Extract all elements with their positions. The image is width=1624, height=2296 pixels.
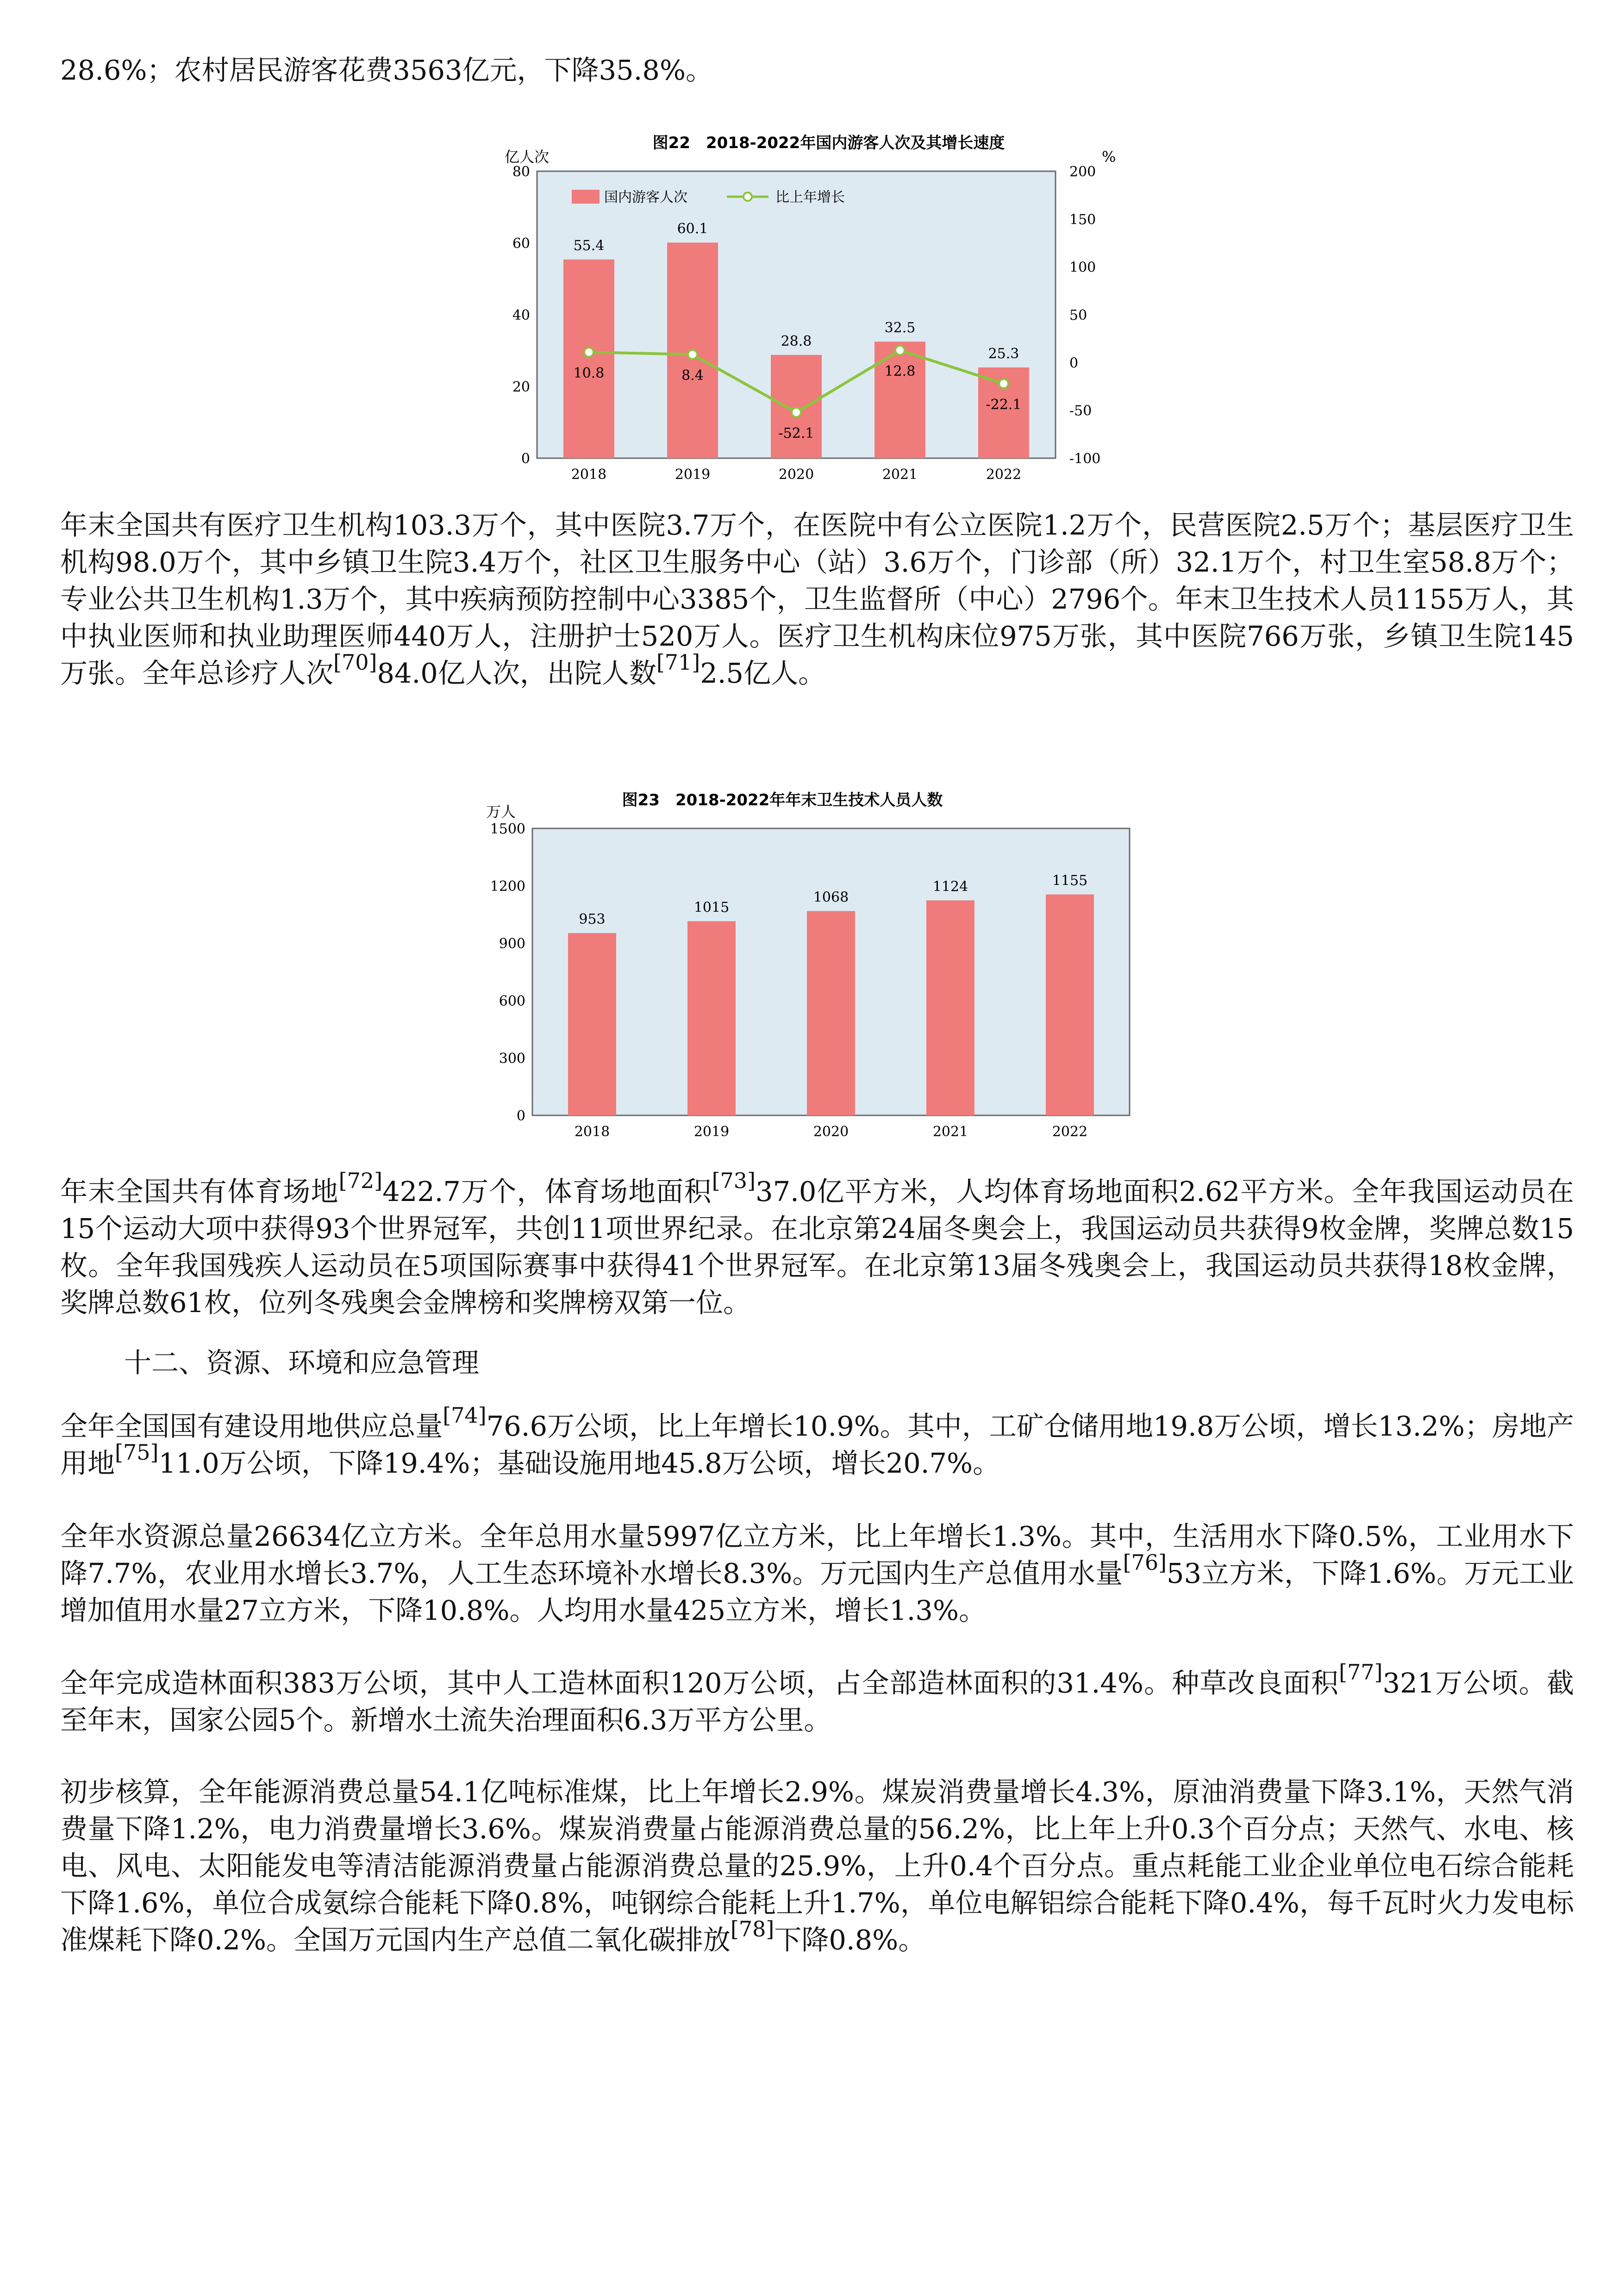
- footnote-ref: [75]: [115, 1440, 159, 1465]
- paragraph-energy: [60, 1773, 1574, 1959]
- chart-23-ylabel: 万人: [486, 803, 516, 821]
- paragraph-sports: [60, 1168, 1574, 1321]
- line-value-label: -22.1: [986, 397, 1022, 413]
- text: 53立方米，下降1.6%。万元工业增加值用水量27立方米，下降10.8%。人均用水量425立方米，增长1.3%。: [60, 1557, 1574, 1626]
- line-value-label: 12.8: [884, 363, 916, 380]
- section-heading: 十二、资源、环境和应急管理: [124, 1347, 480, 1379]
- y2-tick-label: 150: [1069, 212, 1096, 228]
- bar: [926, 900, 974, 1115]
- chart-figure-22: [500, 125, 1157, 495]
- chart-figure-23: [477, 782, 1143, 1152]
- bar: [1046, 895, 1094, 1115]
- legend-bar-swatch: [572, 190, 600, 204]
- x-tick-label: 2020: [813, 1124, 849, 1140]
- bar-value-label: 1124: [932, 878, 968, 895]
- bar: [771, 355, 822, 458]
- chart-22-title: 图22 2018-2022年国内游客人次及其增长速度: [652, 134, 1005, 152]
- y2-tick-label: -100: [1069, 451, 1101, 467]
- footnote-ref: [78]: [730, 1916, 775, 1941]
- paragraph-land-supply: [60, 1403, 1574, 1482]
- y-tick-label: 900: [499, 936, 525, 952]
- x-tick-label: 2018: [574, 1124, 610, 1140]
- bar-value-label: 32.5: [884, 320, 916, 336]
- y-tick-label: 0: [521, 451, 530, 467]
- paragraph-forestry: [60, 1660, 1574, 1739]
- y-tick-label: 60: [512, 236, 530, 252]
- chart-22-svg: [500, 125, 1157, 495]
- line-point: [999, 379, 1008, 388]
- bar: [568, 933, 616, 1115]
- x-tick-label: 2018: [571, 467, 607, 483]
- text: 初步核算，全年能源消费总量54.1亿吨标准煤，比上年增长2.9%。煤炭消费量增长4.3%，原油消费量下降3.1%，天然气消费量下降1.2%，电力消费量增长3.6%。煤炭消费量占能源消费总量的56.2%，比上年上升0.3个百分点；天然气、水电、核电、风电、太阳能发电等清洁能源消费量占能源消费总量的25.9%，上升0.4个百分点。重点耗能工业企业单位电石综合能耗下降1.6%，单位合成氨综合能耗下降0.8%，吨钢综合能耗上升1.7%，单位电解铝综合能耗下降0.4%，每千瓦时火力发电标准煤耗下降0.2%。全国万元国内生产总值二氧化碳排放: [60, 1776, 1574, 1956]
- x-tick-label: 2020: [778, 467, 814, 483]
- footnote-ref: [77]: [1339, 1660, 1383, 1685]
- paragraph-water: [60, 1518, 1574, 1629]
- footnote-ref: [74]: [443, 1403, 487, 1428]
- footnote-ref: [70]: [333, 650, 377, 675]
- line-value-label: 8.4: [681, 367, 704, 384]
- text: 年末全国共有体育场地: [60, 1176, 339, 1207]
- line-point: [895, 346, 905, 355]
- text: 11.0万公顷，下降19.4%；基础设施用地45.8万公顷，增长20.7%。: [158, 1447, 1000, 1479]
- bar-value-label: 953: [579, 911, 606, 928]
- paragraph-tourism-spending: 28.6%；农村居民游客花费3563亿元，下降35.8%。: [60, 54, 713, 86]
- text: 全年完成造林面积383万公顷，其中人工造林面积120万公顷，占全部造林面积的31.4%。种草改良面积: [60, 1667, 1339, 1699]
- text: 全年全国国有建设用地供应总量: [60, 1410, 443, 1442]
- bar-value-label: 28.8: [781, 333, 812, 349]
- y-tick-label: 600: [499, 993, 525, 1009]
- text: 422.7万个，体育场地面积: [382, 1176, 712, 1207]
- y2-tick-label: 0: [1069, 355, 1079, 372]
- chart-23-title: 图23 2018-2022年年末卫生技术人员人数: [622, 791, 943, 809]
- chart-22-y2label: %: [1102, 148, 1116, 166]
- footnote-ref: [73]: [712, 1168, 756, 1193]
- bar-value-label: 25.3: [988, 345, 1019, 362]
- bar-value-label: 1155: [1052, 872, 1088, 889]
- y2-tick-label: 100: [1069, 259, 1096, 276]
- legend-line-marker: [743, 193, 752, 201]
- text: 321万公顷。截至年末，国家公园5个。新增水土流失治理面积6.3万平方公里。: [60, 1667, 1574, 1736]
- chart-23-svg: [477, 782, 1143, 1152]
- text: 76.6万公顷，比上年增长10.9%。其中，工矿仓储用地19.8万公顷，增长13.2%；房地产用地: [60, 1410, 1574, 1479]
- legend-bar-label: 国内游客人次: [604, 189, 687, 205]
- bar-value-label: 55.4: [573, 237, 605, 254]
- x-tick-label: 2022: [986, 467, 1022, 483]
- footnote-ref: [71]: [656, 650, 700, 675]
- line-point: [792, 408, 801, 417]
- bar: [807, 911, 855, 1115]
- footnote-ref: [72]: [338, 1168, 383, 1193]
- x-tick-label: 2021: [882, 467, 918, 483]
- legend-line-label: 比上年增长: [775, 189, 845, 205]
- line-value-label: 10.8: [573, 365, 605, 382]
- line-value-label: -52.1: [778, 425, 814, 442]
- y2-tick-label: 50: [1069, 307, 1087, 324]
- y2-tick-label: 200: [1069, 164, 1096, 180]
- y-tick-label: 300: [499, 1051, 525, 1067]
- x-tick-label: 2019: [693, 1124, 730, 1140]
- line-point: [584, 348, 593, 357]
- text: 全年水资源总量26634亿立方米。全年总用水量5997亿立方米，比上年增长1.3%。其中，生活用水下降0.5%，工业用水下降7.7%，农业用水增长3.7%，人工生态环境补水增长8.3%。万元国内生产总值用水量: [60, 1520, 1574, 1589]
- footnote-ref: [76]: [1123, 1550, 1167, 1575]
- y-tick-label: 0: [516, 1108, 525, 1124]
- paragraph-medical: [60, 507, 1574, 692]
- text: 年末全国共有医疗卫生机构103.3万个，其中医院3.7万个，在医院中有公立医院1.2万个，民营医院2.5万个；基层医疗卫生机构98.0万个，其中乡镇卫生院3.4万个，社区卫生服务中心（站）3.6万个，门诊部（所）32.1万个，村卫生室58.8万个；专业公共卫生机构1.3万个，其中疾病预防控制中心3385个，卫生监督所（中心）2796个。年末卫生技术人员1155万人，其中执业医师和执业助理医师440万人，注册护士520万人。医疗卫生机构床位975万张，其中医院766万张，乡镇卫生院145万张。全年总诊疗人次: [60, 509, 1574, 689]
- bar: [874, 342, 925, 458]
- y-tick-label: 20: [512, 379, 530, 395]
- y-tick-label: 1500: [490, 821, 525, 837]
- x-tick-label: 2021: [932, 1124, 968, 1140]
- x-tick-label: 2022: [1052, 1124, 1088, 1140]
- bar-value-label: 1068: [813, 889, 849, 906]
- y2-tick-label: -50: [1069, 403, 1092, 419]
- y-tick-label: 40: [512, 307, 530, 324]
- text: 2.5亿人。: [700, 657, 826, 689]
- line-point: [688, 350, 697, 359]
- chart-22-ylabel: 亿人次: [505, 148, 550, 166]
- x-tick-label: 2019: [675, 467, 711, 483]
- text: 84.0亿人次，出院人数: [377, 657, 656, 689]
- y-tick-label: 80: [512, 164, 530, 180]
- bar-value-label: 60.1: [677, 221, 708, 237]
- bar: [687, 921, 736, 1115]
- bar-value-label: 1015: [693, 899, 730, 916]
- text: 下降0.8%。: [774, 1924, 926, 1956]
- text: 37.0亿平方米，人均体育场地面积2.62平方米。全年我国运动员在15个运动大项中获得93个世界冠军，共创11项世界纪录。在北京第24届冬奥会上，我国运动员共获得9枚金牌，奖牌总数15枚。全年我国残疾人运动员在5项国际赛事中获得41个世界冠军。在北京第13届冬残奥会上，我国运动员共获得18枚金牌，奖牌总数61枚，位列冬残奥会金牌榜和奖牌榜双第一位。: [60, 1176, 1574, 1319]
- bar: [563, 260, 614, 458]
- y-tick-label: 1200: [490, 878, 525, 895]
